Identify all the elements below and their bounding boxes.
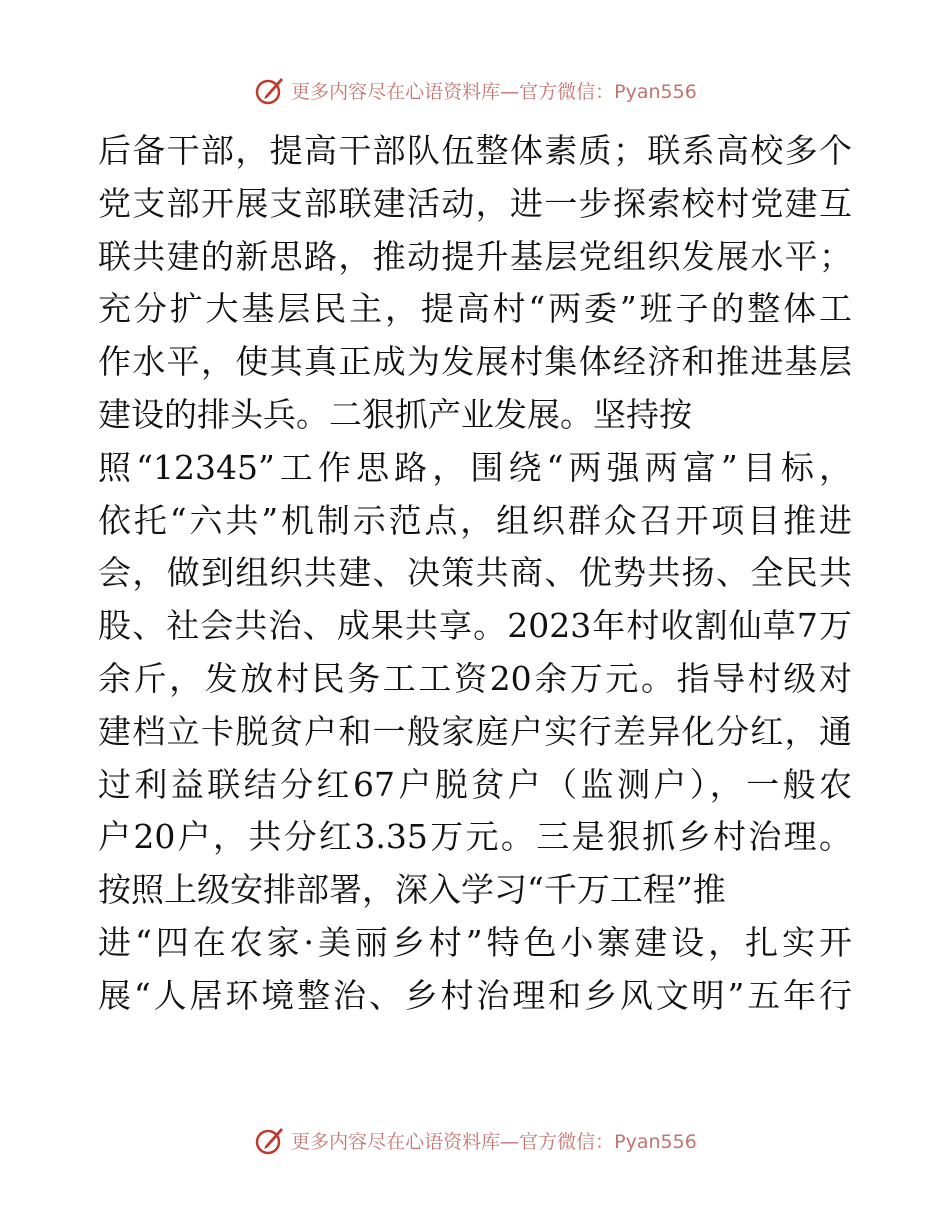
text-line: 按照上级安排部署，深入学习“千万工程”推 bbox=[98, 870, 726, 910]
text-line: 户20户，共分红3.35万元。三是狠抓乡村治理。 bbox=[98, 817, 852, 857]
text-line: 建设的排头兵。二狠抓产业发展。坚持按 bbox=[98, 394, 692, 434]
text-line: 股、社会共治、成果共享。2023年村收割仙草7万 bbox=[98, 606, 852, 646]
quill-pen-circle-icon bbox=[253, 73, 287, 107]
text-line: 党支部开展支部联建活动，进一步探索校村党建互 bbox=[98, 183, 852, 223]
text-line: 照“12345”工作思路，围绕“两强两富”目标， bbox=[98, 447, 852, 487]
text-line: 建档立卡脱贫户和一般家庭户实行差异化分红，通 bbox=[98, 711, 852, 751]
body-paragraph bbox=[98, 125, 852, 1023]
quill-pen-circle-icon bbox=[253, 1123, 287, 1157]
text-line: 余斤，发放村民务工工资20余万元。指导村级对 bbox=[98, 658, 852, 698]
watermark-text: 更多内容尽在心语资料库—官方微信：Pyan556 bbox=[291, 1130, 697, 1153]
text-line: 后备干部，提高干部队伍整体素质；联系高校多个 bbox=[98, 131, 852, 170]
text-line: 展“人居环境整治、乡村治理和乡风文明”五年行 bbox=[98, 975, 852, 1015]
watermark-text: 更多内容尽在心语资料库—官方微信：Pyan556 bbox=[291, 80, 697, 103]
text-line: 联共建的新思路，推动提升基层党组织发展水平； bbox=[98, 236, 852, 276]
text-line: 过利益联结分红67户脱贫户（监测户），一般农 bbox=[98, 764, 852, 804]
text-line: 进“四在农家·美丽乡村”特色小寨建设，扎实开 bbox=[98, 922, 852, 962]
footer-watermark bbox=[0, 1120, 950, 1160]
text-line: 充分扩大基层民主，提高村“两委”班子的整体工 bbox=[98, 289, 852, 329]
text-line: 依托“六共”机制示范点，组织群众召开项目推进 bbox=[98, 500, 852, 540]
header-watermark bbox=[0, 70, 950, 110]
text-line: 作水平，使其真正成为发展村集体经济和推进基层 bbox=[98, 342, 852, 382]
text-line: 会，做到组织共建、决策共商、优势共扬、全民共 bbox=[98, 553, 852, 593]
